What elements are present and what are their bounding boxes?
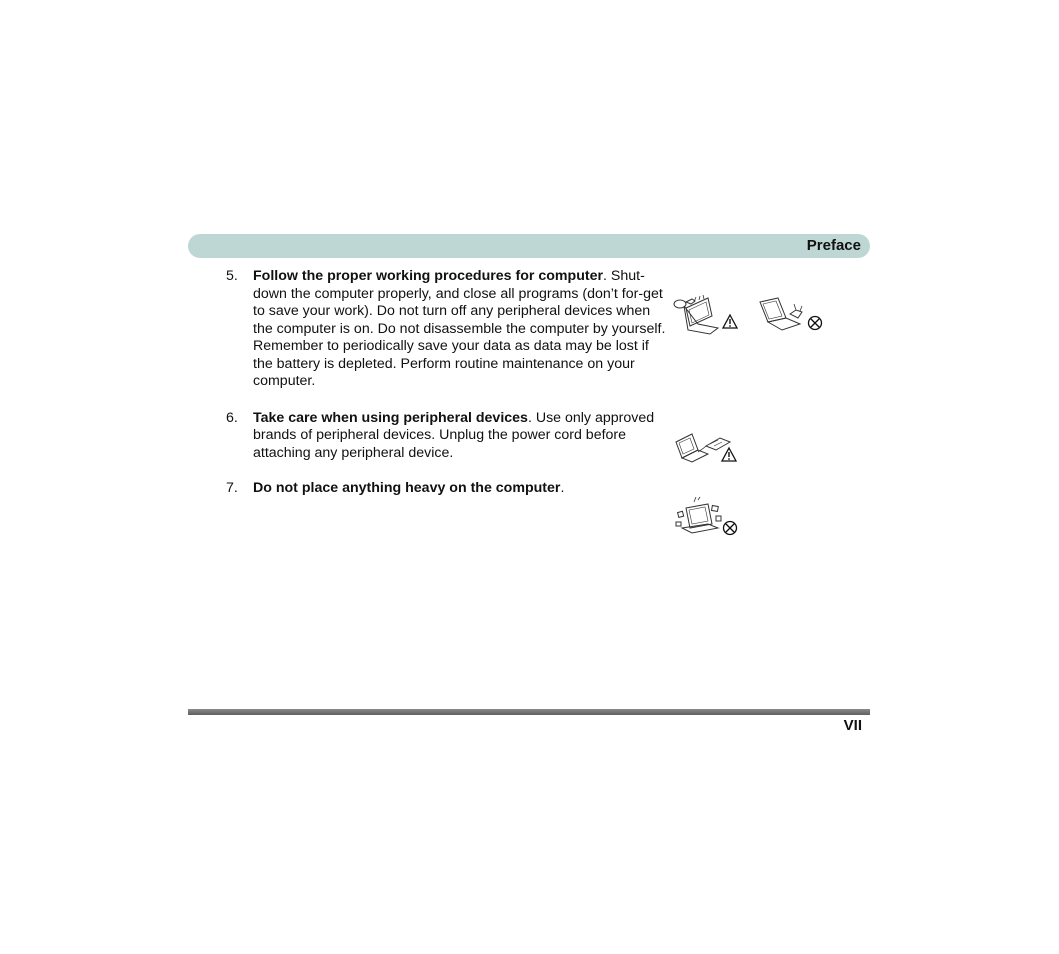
- laptop-disassembly-illustration: [756, 296, 826, 336]
- list-item-number: 5.: [226, 268, 238, 284]
- laptop-heavy-objects-illustration: [672, 496, 742, 538]
- list-item: [226, 480, 666, 498]
- list-item-lead: Take care when using peripheral devices: [253, 409, 528, 426]
- page-number: VII: [843, 717, 862, 734]
- warning-triangle-icon: [723, 315, 737, 328]
- list-item: [226, 268, 666, 391]
- list-item-text: [253, 268, 666, 391]
- list-item-number: 6.: [226, 409, 238, 426]
- footer-rule: [188, 709, 870, 715]
- list-item-body: .: [560, 480, 565, 496]
- prohibited-circle-icon: [724, 522, 737, 535]
- list-item-body: . Shut-down the computer properly, and close all programs (don’t for-get to save your work). Do not turn off any peripheral devices when the computer is on. Do not disassemble the computer by yourself. Remember to periodically save your data as data may be lost if the battery is depleted. Perform routine maintenance on your computer.: [253, 268, 666, 389]
- list-item-number: 7.: [226, 480, 238, 496]
- page-title: Preface: [806, 237, 861, 254]
- list-item: [226, 410, 666, 463]
- list-item-lead: Do not place anything heavy on the computer: [253, 480, 561, 496]
- list-item-lead: Follow the proper working procedures for computer: [253, 268, 603, 284]
- list-item-text: [253, 480, 666, 498]
- laptop-peripheral-illustration: [672, 430, 742, 468]
- list-item-text: [253, 410, 666, 463]
- safety-list: [226, 268, 666, 498]
- header-band: [188, 234, 870, 258]
- laptop-maintenance-illustration: [672, 294, 742, 336]
- warning-triangle-icon: [722, 448, 736, 461]
- list-item-body: . Use only approved brands of peripheral devices. Unplug the power cord before attaching any peripheral device.: [253, 409, 655, 461]
- prohibited-circle-icon: [809, 317, 822, 330]
